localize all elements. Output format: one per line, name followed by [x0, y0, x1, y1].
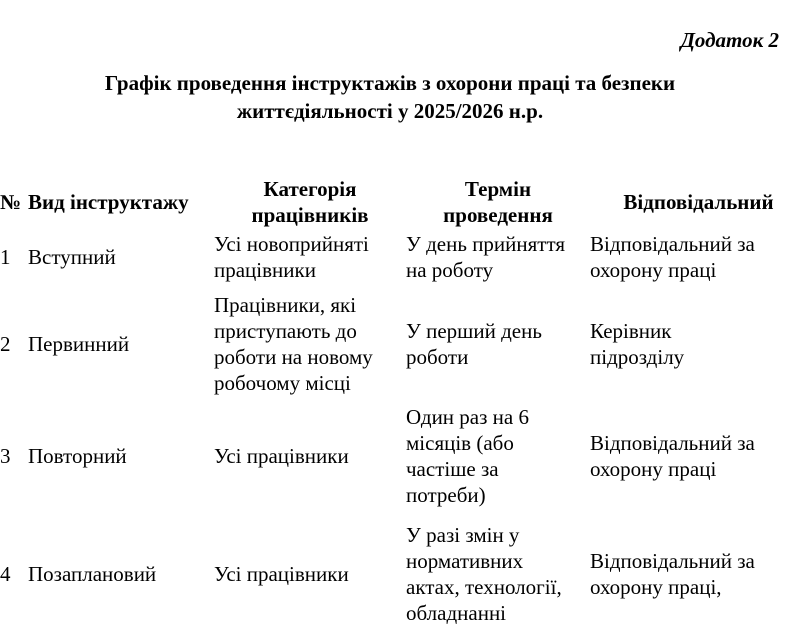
row-term: Один раз на 6 місяців (або частіше за потреби)	[406, 405, 529, 507]
table-header-row	[0, 175, 807, 229]
row-briefing-type: Повторний	[28, 444, 127, 468]
briefing-schedule-table	[0, 175, 807, 639]
row-briefing-type: Позаплановий	[28, 562, 157, 586]
title-line-1: Графік проведення інструктажів з охорони праці та безпеки	[104, 71, 676, 95]
row-responsible: Відповідальний за охорону праці	[590, 232, 755, 282]
table-row	[0, 285, 807, 403]
row-number: 2	[0, 332, 11, 356]
row-responsible: Відповідальний за охорону праці	[590, 431, 755, 481]
table-row	[0, 403, 807, 509]
row-term: У перший день роботи	[406, 319, 542, 369]
row-number: 4	[0, 562, 11, 586]
appendix-label: Додаток 2	[680, 28, 779, 52]
document-title	[0, 69, 780, 125]
header-term: Термін проведення	[443, 177, 553, 227]
header-briefing-type: Вид інструктажу	[28, 190, 189, 214]
row-employee-category: Працівники, які приступають до роботи на новому робочому місці	[214, 293, 373, 395]
row-term: У день прийняття на роботу	[406, 232, 566, 282]
row-employee-category: Усі працівники	[214, 444, 349, 468]
row-responsible: Відповідальний за охорону праці,	[590, 549, 755, 599]
row-employee-category: Усі працівники	[214, 562, 349, 586]
row-employee-category: Усі новоприйняті працівники	[214, 232, 369, 282]
header-responsible: Відповідальний	[623, 190, 774, 214]
row-number: 3	[0, 444, 11, 468]
header-number: №	[0, 190, 22, 214]
row-responsible: Керівник підрозділу	[590, 319, 685, 369]
title-line-2: життєдіяльності у 2025/2026 н.р.	[236, 99, 544, 123]
row-briefing-type: Вступний	[28, 245, 116, 269]
header-employee-category: Категорія працівників	[251, 177, 369, 227]
row-term: У разі змін у нормативних актах, технології, обладнанні	[406, 523, 562, 625]
table-row	[0, 229, 807, 285]
row-number: 1	[0, 245, 11, 269]
table-row	[0, 509, 807, 639]
row-briefing-type: Первинний	[28, 332, 130, 356]
